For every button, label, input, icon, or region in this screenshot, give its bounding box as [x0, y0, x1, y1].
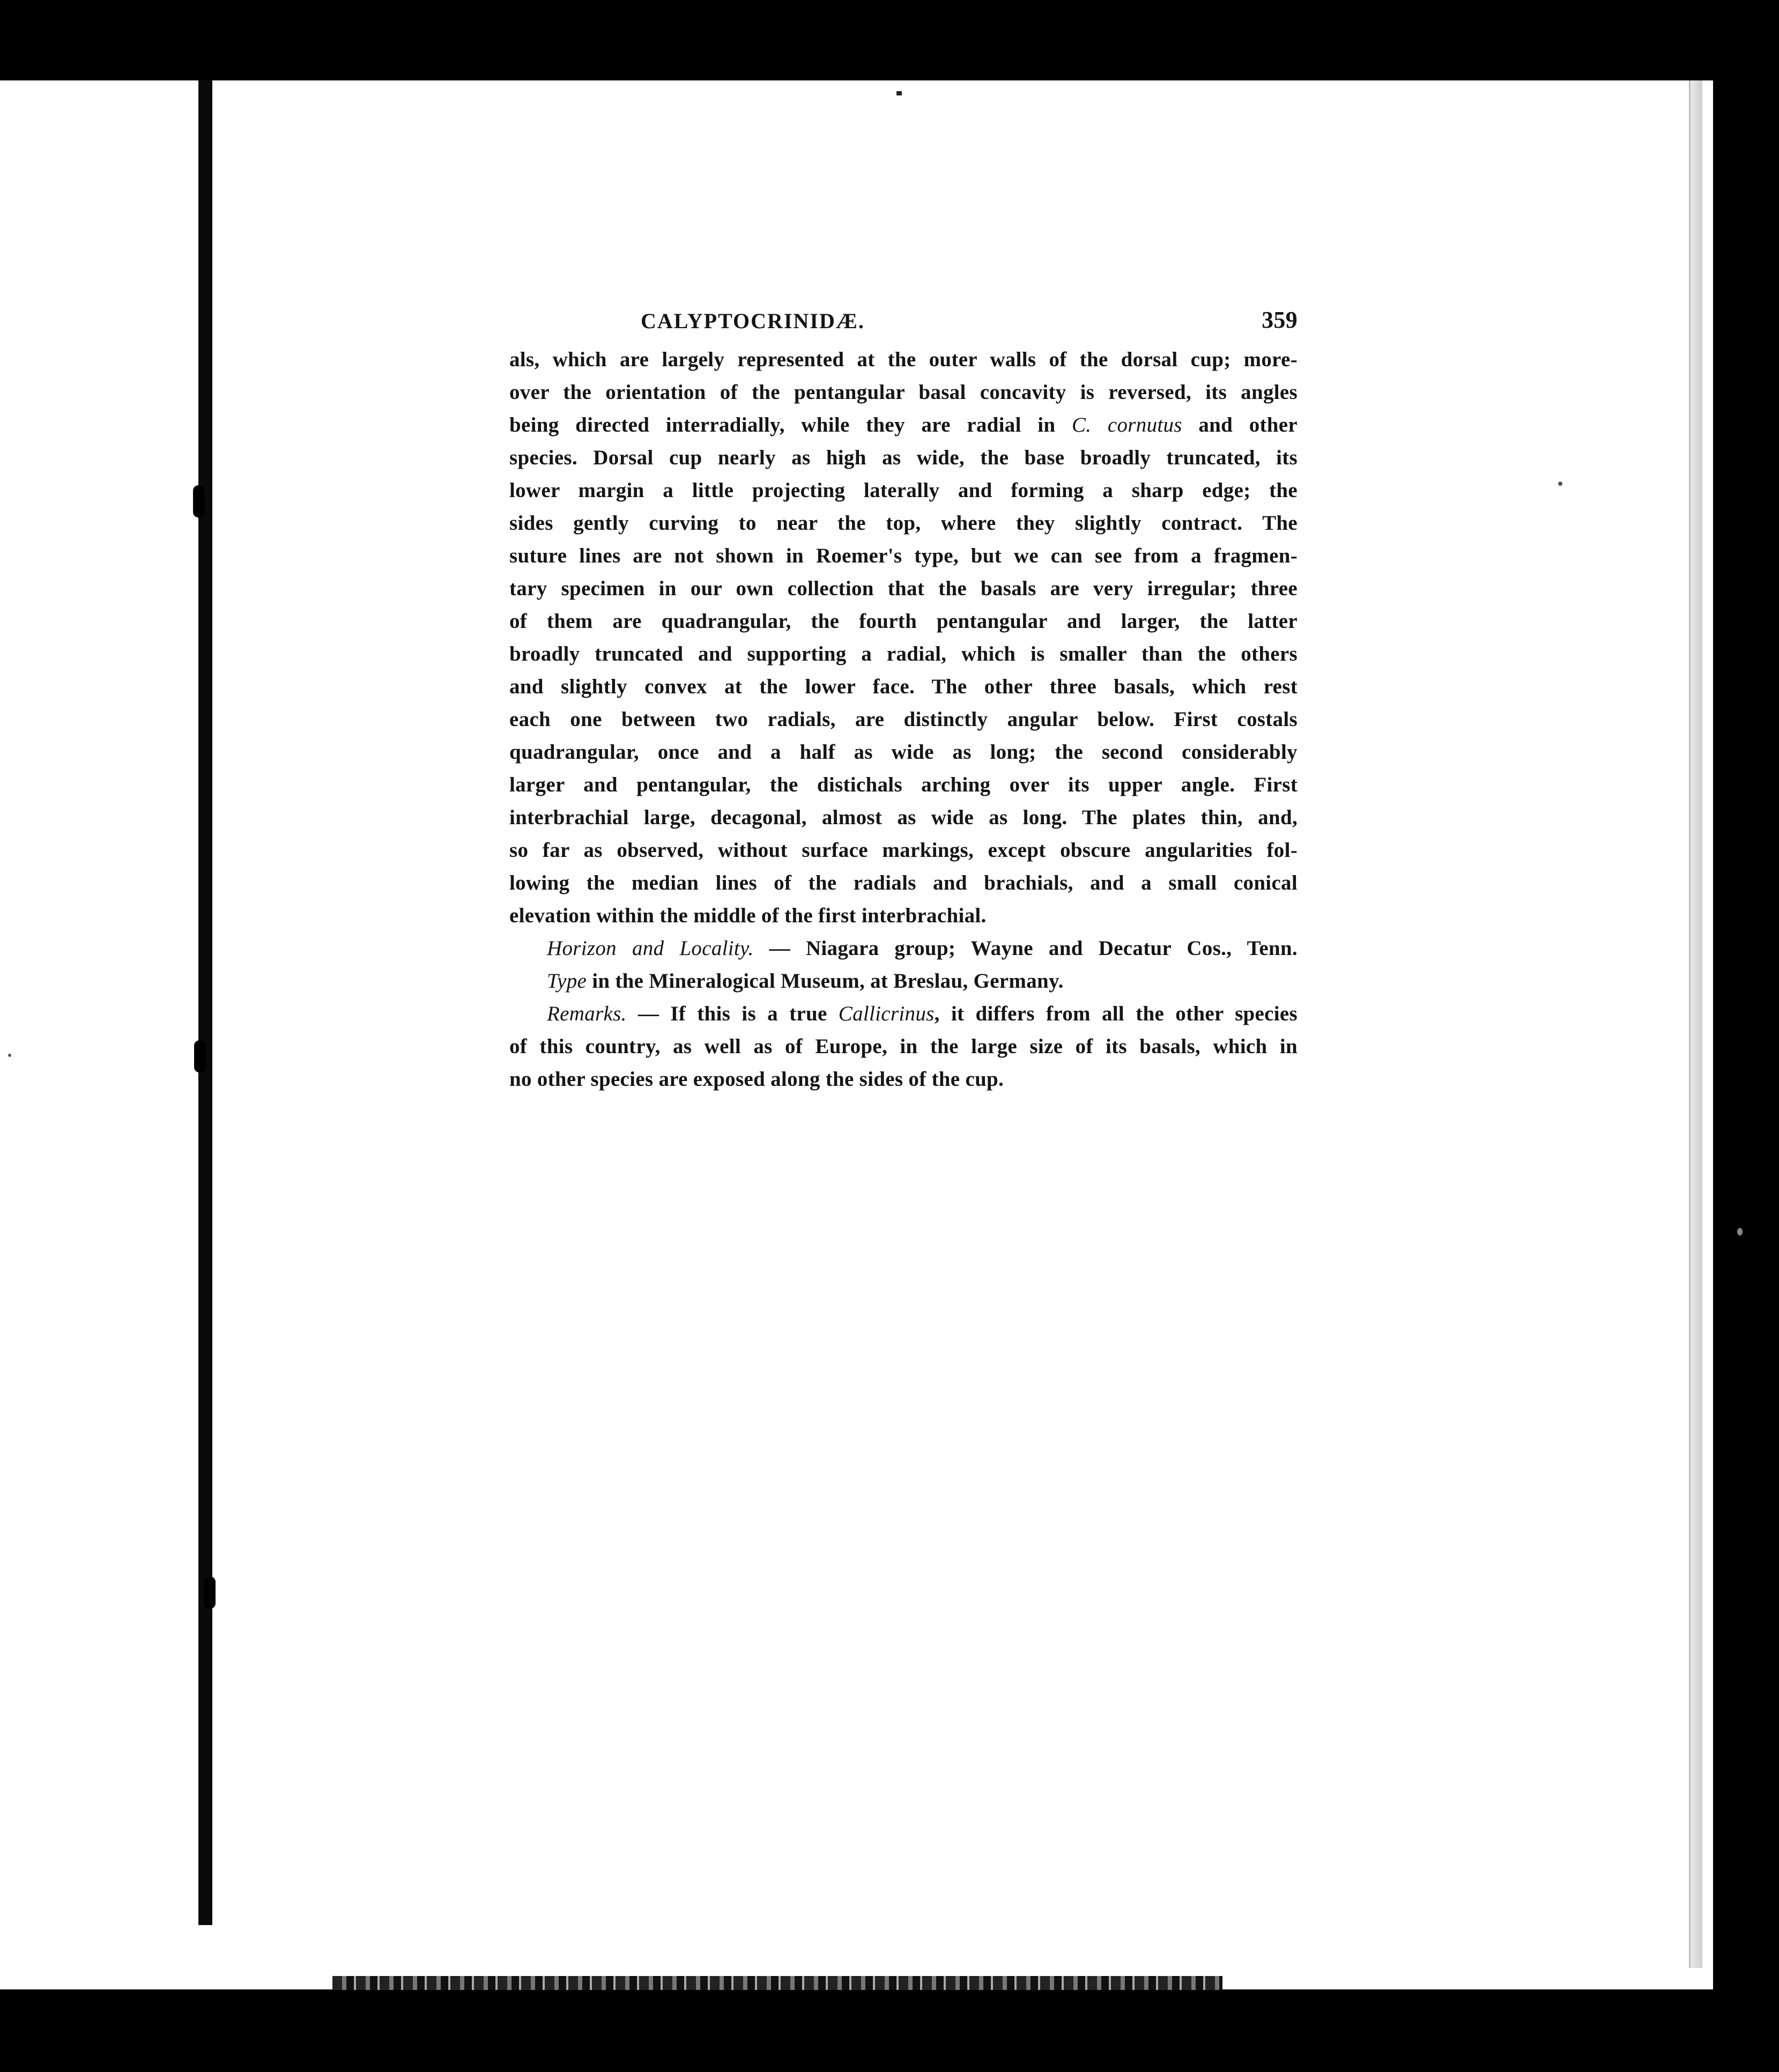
type-label: Type: [547, 970, 587, 993]
text-line: tary specimen in our own collection that the basals are very irregular; three: [509, 577, 1298, 600]
running-head: CALYPTOCRINIDÆ.: [641, 309, 865, 333]
text-line: and slightly convex at the lower face. The other three basals, which rest: [509, 675, 1298, 698]
horizon-paragraph: [509, 932, 1298, 965]
page-text: [509, 305, 1298, 1096]
type-paragraph: [509, 965, 1298, 997]
speck: [1558, 482, 1562, 486]
text-line: lower margin a little projecting laterally and forming a sharp edge; the: [509, 479, 1298, 502]
text-line: suture lines are not shown in Roemer's type, but we can see from a fragmen-: [509, 544, 1298, 567]
type-text: in the Mineralogical Museum, at Breslau, Germany.: [592, 970, 1064, 993]
speck: [896, 91, 902, 95]
remarks-text: , it differs from all the other species: [934, 1002, 1298, 1025]
speck: [8, 1054, 11, 1057]
text-line: species. Dorsal cup nearly as high as wide, the base broadly truncated, its: [509, 446, 1298, 469]
remarks-text: — If this is a true: [638, 1002, 827, 1025]
remarks-label: Remarks.: [547, 1002, 627, 1025]
speck: [1737, 1228, 1743, 1235]
page-number: 359: [1262, 307, 1298, 333]
horizon-label: Horizon and Locality.: [547, 937, 754, 960]
text-fragment: and other: [1198, 413, 1298, 436]
text-fragment: being directed interradially, while they are radial in: [509, 413, 1056, 436]
text-line: of this country, as well as of Europe, in the large size of its basals, which in: [509, 1035, 1298, 1058]
horizon-text: — Niagara group; Wayne and Decatur Cos., Tenn.: [769, 937, 1298, 960]
text-line: broadly truncated and supporting a radial, which is smaller than the others: [509, 642, 1298, 665]
text-line: so far as observed, without surface markings, except obscure angularities fol-: [509, 839, 1298, 862]
text-line: over the orientation of the pentangular basal concavity is reversed, its angles: [509, 381, 1298, 404]
page-right-edge: [1689, 80, 1702, 1968]
text-line: larger and pentangular, the distichals arching over its upper angle. First: [509, 773, 1298, 796]
text-line: lowing the median lines of the radials and brachials, and a small conical: [509, 871, 1298, 894]
text-line: elevation within the middle of the first interbrachial.: [509, 904, 987, 927]
text-line: each one between two radials, are distinctly angular below. First costals: [509, 708, 1298, 731]
binding-spine: [198, 80, 212, 1925]
text-line: of them are quadrangular, the fourth pentangular and larger, the latter: [509, 610, 1298, 633]
text-line: interbrachial large, decagonal, almost as wide as long. The plates thin, and,: [509, 806, 1298, 829]
text-line: no other species are exposed along the sides of the cup.: [509, 1068, 1004, 1091]
text-line: sides gently curving to near the top, where they slightly contract. The: [509, 512, 1298, 535]
species-name: C. cornutus: [1071, 413, 1182, 436]
page-header: [509, 305, 1298, 342]
text-line: als, which are largely represented at the outer walls of the dorsal cup; more-: [509, 348, 1298, 371]
spine-notch: [204, 1577, 216, 1609]
scan-bottom-strip: [332, 1976, 1222, 1990]
genus-name: Callicrinus: [838, 1002, 935, 1025]
text-line: quadrangular, once and a half as wide as long; the second considerably: [509, 741, 1298, 764]
text-line: [509, 409, 1298, 441]
spine-notch: [193, 485, 205, 517]
spine-notch: [194, 1040, 206, 1072]
remarks-paragraph: [509, 997, 1298, 1030]
